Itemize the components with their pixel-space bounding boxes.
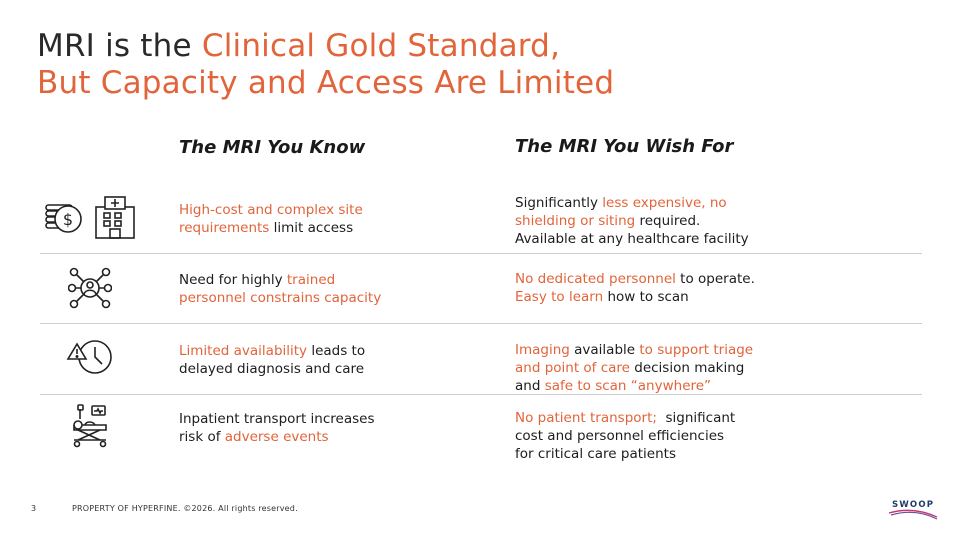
row-4-left-text: Inpatient transport increases risk of adverse events [179, 411, 375, 445]
page-title [37, 28, 614, 102]
footer-copyright: PROPERTY OF HYPERFINE. ©2026. All rights reserved. [72, 504, 298, 513]
title-accent-1: Clinical Gold Standard, [201, 28, 561, 64]
svg-text:$: $ [62, 210, 74, 229]
row-1-right-text: Significantly less expensive, no shielding or siting required. Available at any healthcare facility [515, 195, 749, 247]
patient-stretcher-icon [70, 403, 112, 449]
row-divider [40, 323, 922, 324]
right-column-heading: The MRI You Wish For [515, 136, 734, 157]
page-number: 3 [31, 504, 37, 513]
clock-warning-icon [66, 338, 114, 376]
row-1-left-text: High-cost and complex site requirements limit access [179, 202, 363, 236]
row-2-right-text: No dedicated personnel to operate. Easy to learn how to scan [515, 271, 755, 305]
row-divider [40, 253, 922, 254]
row-2-left-text: Need for highly trained personnel constrains capacity [179, 272, 382, 306]
row-3-left-text: Limited availability leads to delayed diagnosis and care [179, 343, 366, 377]
row-4-right-text: No patient transport; significant cost and personnel efficiencies for critical care patients [515, 410, 736, 462]
row-3-right-text: Imaging available to support triage and point of care decision making and safe to scan “anywhere” [515, 342, 754, 394]
swoop-logo: SWOOP [892, 500, 935, 510]
title-accent-2: But Capacity and Access Are Limited [37, 65, 615, 101]
personnel-network-icon [68, 266, 112, 310]
title-plain: MRI is the [37, 28, 202, 64]
row-divider [40, 394, 922, 395]
left-column-heading: The MRI You Know [179, 137, 366, 158]
cost-and-hospital-icon [42, 193, 138, 241]
